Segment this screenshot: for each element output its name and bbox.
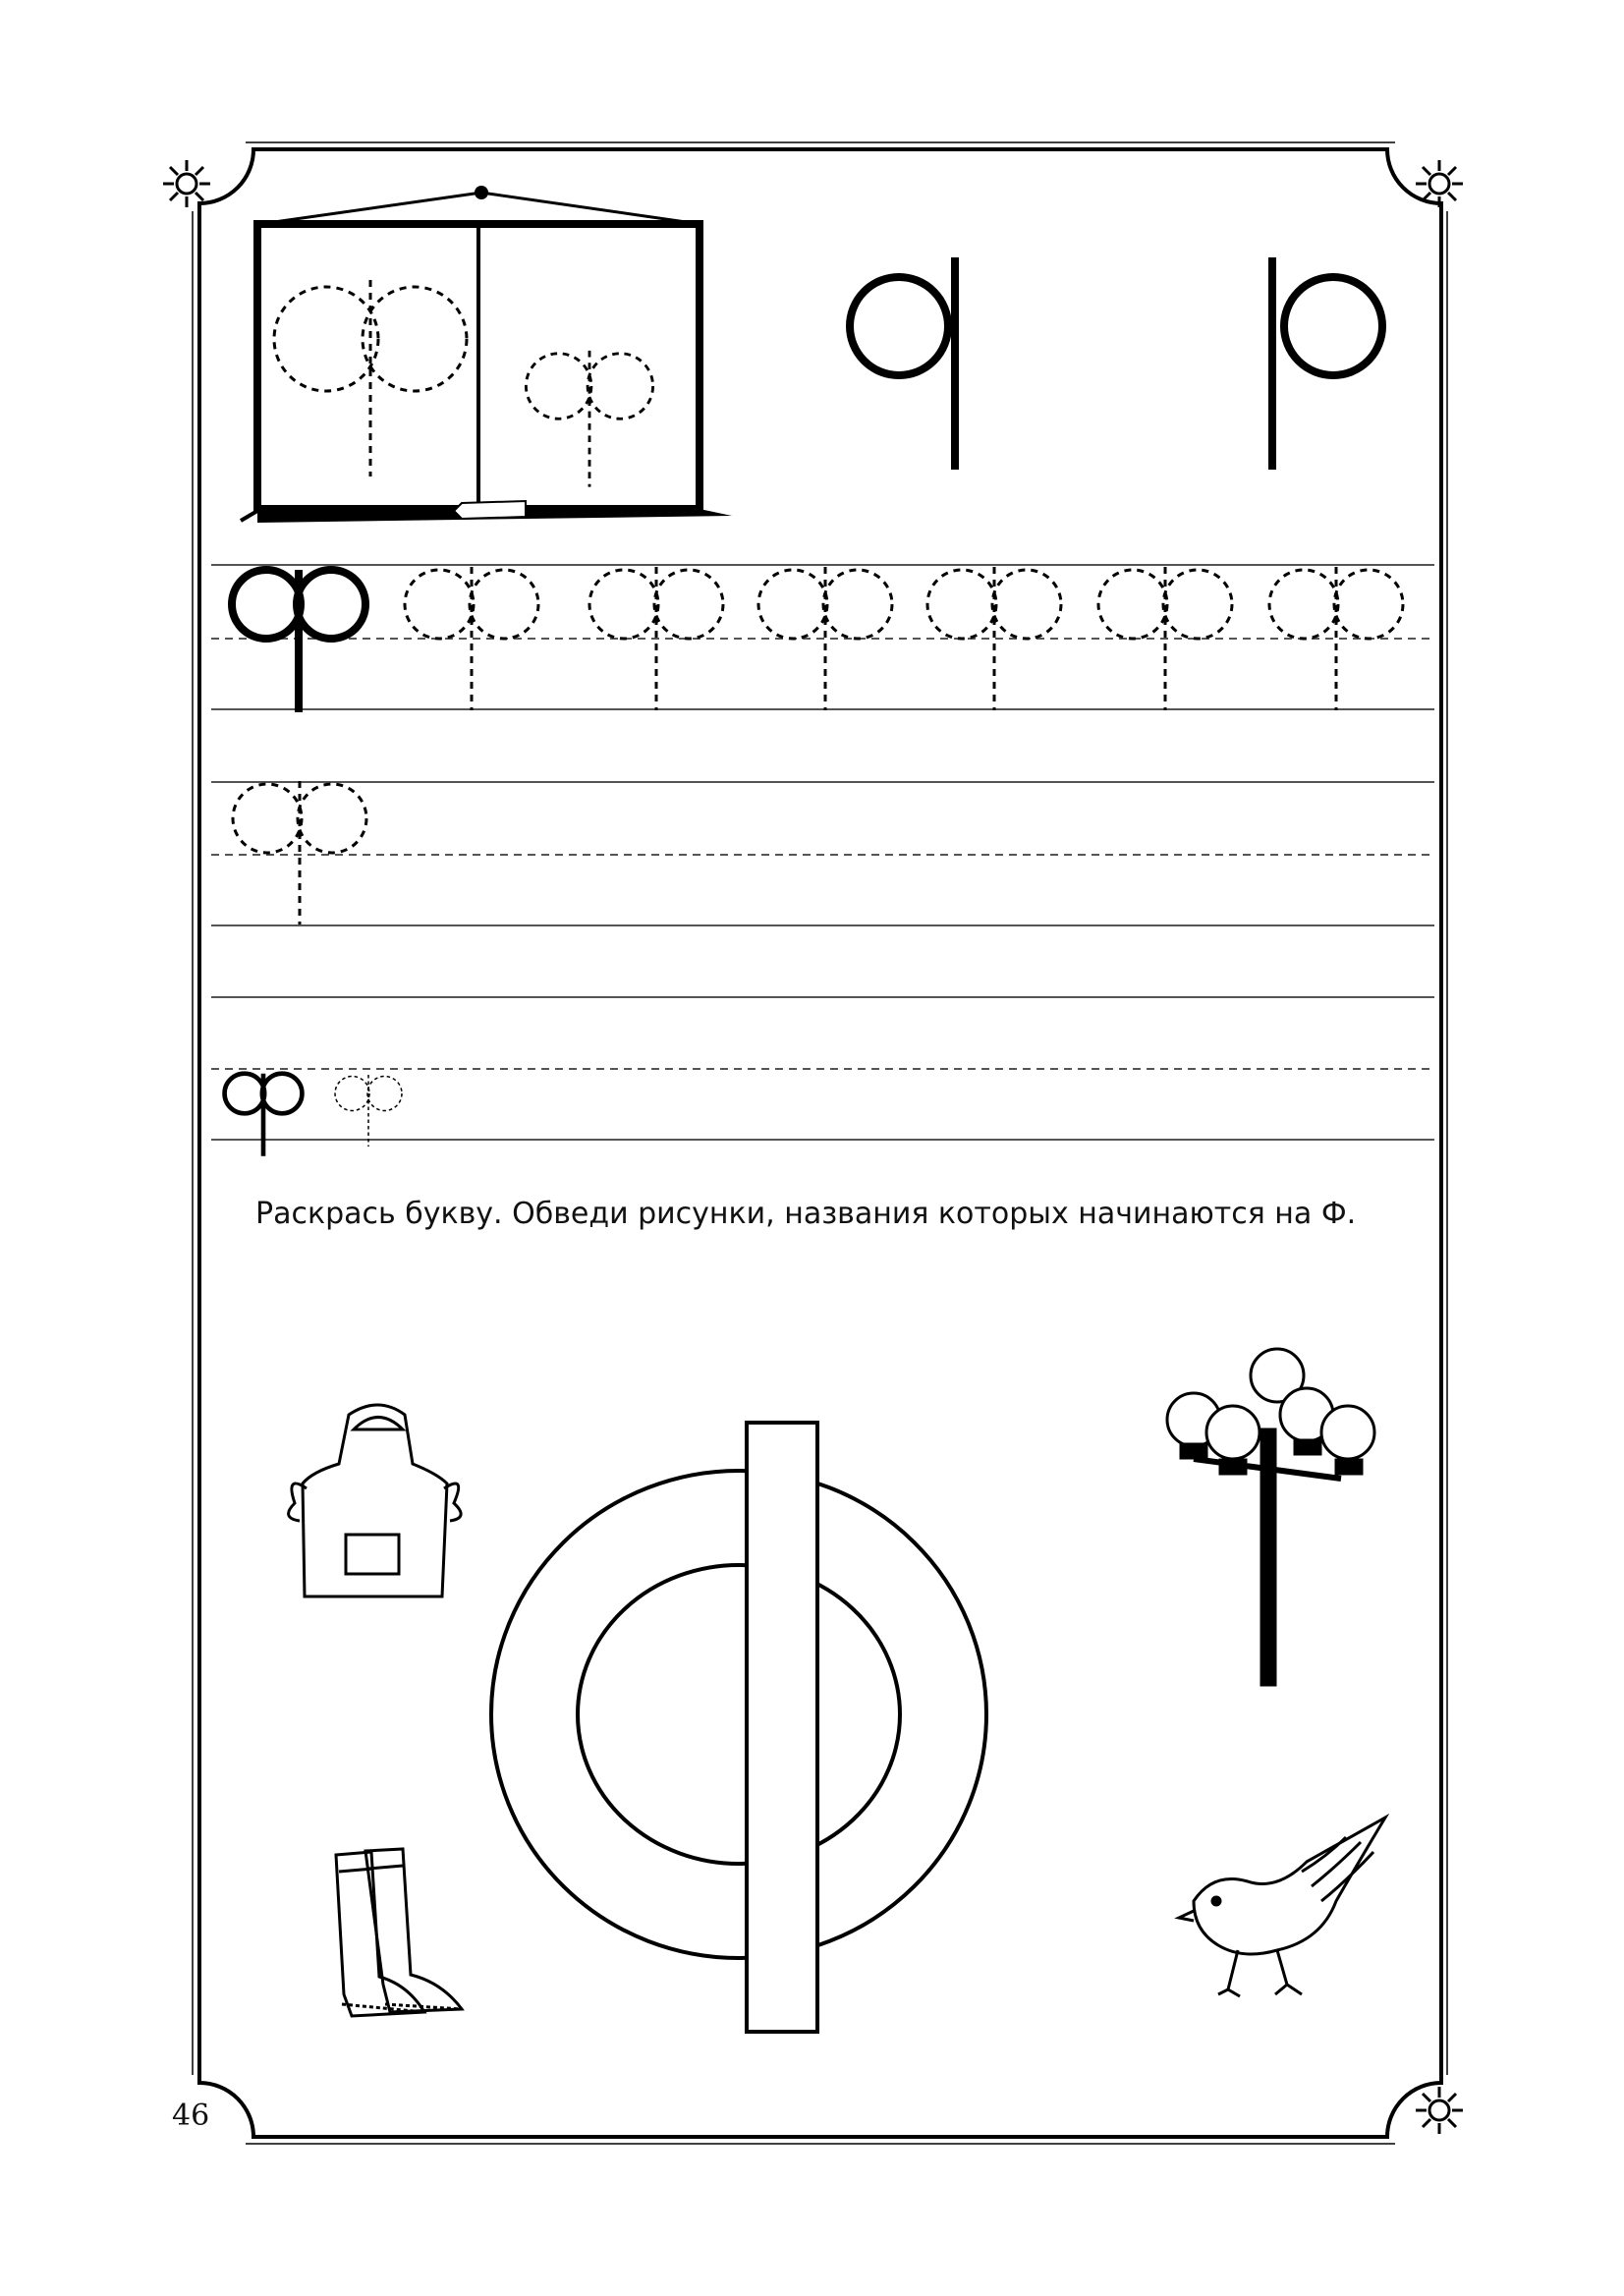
apron-illustration: [289, 1405, 462, 1596]
street-lamp-illustration: [1167, 1349, 1374, 1685]
dashed-lowercase-ef: [526, 351, 652, 487]
big-letter-ef-outline: [491, 1423, 986, 2032]
writing-row-2: [211, 781, 1434, 925]
writing-row-3: [211, 997, 1434, 1156]
sun-ornament-icon: [1416, 2087, 1463, 2134]
sun-ornament-icon: [163, 160, 210, 207]
letter-q-tile: [850, 257, 955, 470]
chalk-icon: [454, 501, 526, 519]
task-instruction: Раскрась букву. Обведи рисунки, названия которых начинаются на Ф.: [255, 1197, 1357, 1231]
chalkboard-icon: [241, 186, 732, 523]
page-frame: [199, 149, 1441, 2137]
bird-illustration: [1179, 1818, 1385, 1996]
dashed-capital-ef: [274, 280, 467, 476]
sun-ornament-icon: [1416, 160, 1463, 207]
page-number: 46: [172, 2099, 210, 2133]
writing-row-1: [211, 565, 1434, 712]
rubber-boots-illustration: [336, 1849, 462, 2016]
letter-p-tile: [1272, 257, 1382, 470]
solid-ef-sample: [232, 570, 365, 712]
